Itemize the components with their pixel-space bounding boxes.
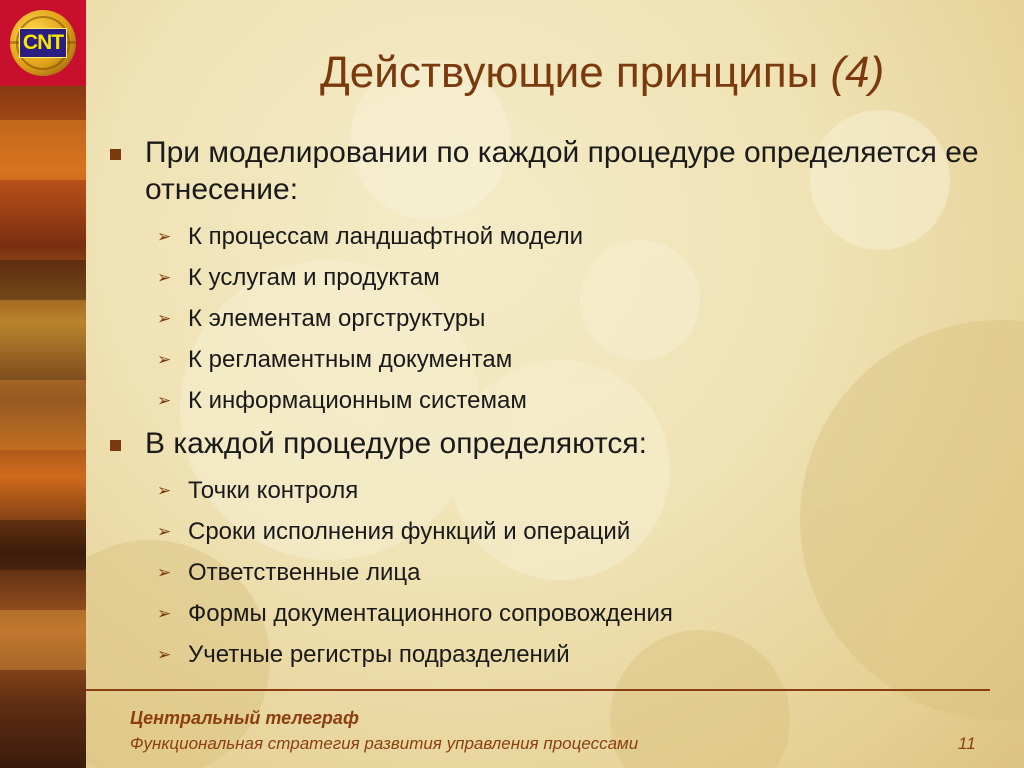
bullet-text: При моделировании по каждой процедуре определяется ее отнесение: <box>145 136 979 206</box>
bullet-item <box>100 425 980 462</box>
sub-bullet-text: К элементам оргструктуры <box>188 305 486 332</box>
sub-bullet-item <box>100 593 980 634</box>
footer-subtitle: Функциональная стратегия развития управления процессами <box>130 734 639 753</box>
logo-text: CNT <box>19 28 67 58</box>
arrow-bullet-icon: ➢ <box>157 350 172 369</box>
sub-bullet-item <box>100 339 980 380</box>
sub-bullet-text: Сроки исполнения функций и операций <box>188 518 631 545</box>
arrow-bullet-icon: ➢ <box>157 522 172 541</box>
page-number: 11 <box>958 734 976 753</box>
left-decorative-strip <box>0 0 86 768</box>
sub-bullet-text: К услугам и продуктам <box>188 264 440 291</box>
sub-bullet-text: К регламентным документам <box>188 346 513 373</box>
arrow-bullet-icon: ➢ <box>157 645 172 664</box>
slide-title-text: Действующие принципы <box>320 48 819 97</box>
arrow-bullet-icon: ➢ <box>157 268 172 287</box>
sub-bullet-item <box>100 216 980 257</box>
sub-bullet-text: Формы документационного сопровождения <box>188 600 673 627</box>
sub-bullet-item <box>100 470 980 511</box>
sub-bullet-list <box>100 470 980 675</box>
square-bullet-icon <box>110 149 121 160</box>
slide-title <box>320 48 884 98</box>
sub-bullet-text: Точки контроля <box>188 477 359 504</box>
footer-divider <box>86 689 990 691</box>
slide-title-number: (4) <box>830 48 885 97</box>
sub-bullet-list <box>100 216 980 421</box>
arrow-bullet-icon: ➢ <box>157 563 172 582</box>
sub-bullet-item <box>100 511 980 552</box>
globe-icon <box>10 10 76 76</box>
bullet-text: В каждой процедуре определяются: <box>145 427 647 460</box>
bullet-item <box>100 134 980 208</box>
sub-bullet-text: Ответственные лица <box>188 559 421 586</box>
arrow-bullet-icon: ➢ <box>157 481 172 500</box>
sub-bullet-item <box>100 257 980 298</box>
company-logo <box>0 0 86 86</box>
arrow-bullet-icon: ➢ <box>157 227 172 246</box>
sub-bullet-item <box>100 552 980 593</box>
footer-organization: Центральный телеграф <box>130 708 359 728</box>
sub-bullet-item <box>100 298 980 339</box>
sub-bullet-text: Учетные регистры подразделений <box>188 641 570 668</box>
arrow-bullet-icon: ➢ <box>157 309 172 328</box>
arrow-bullet-icon: ➢ <box>157 604 172 623</box>
arrow-bullet-icon: ➢ <box>157 391 172 410</box>
slide-content <box>100 134 980 679</box>
sub-bullet-item <box>100 634 980 675</box>
sub-bullet-text: К информационным системам <box>188 387 527 414</box>
sub-bullet-item <box>100 380 980 421</box>
square-bullet-icon <box>110 440 121 451</box>
sub-bullet-text: К процессам ландшафтной модели <box>188 223 584 250</box>
